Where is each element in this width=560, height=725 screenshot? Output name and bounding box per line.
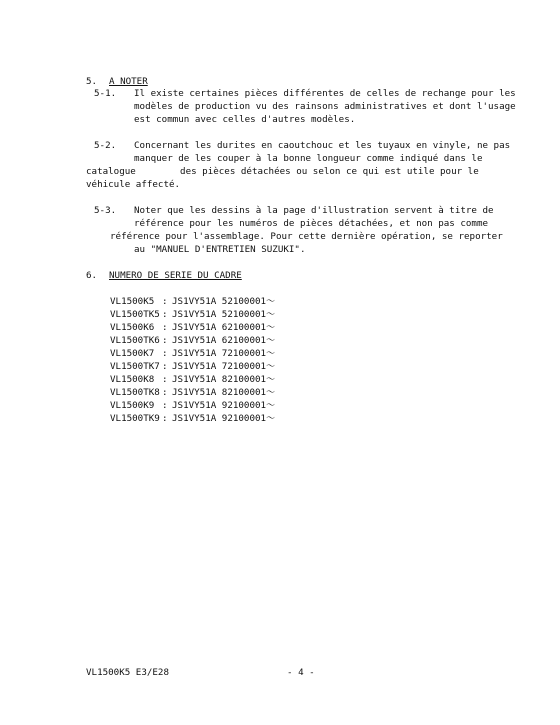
separator: : (162, 400, 168, 411)
serial-number: JS1VY51A 62100001～ (172, 335, 276, 346)
model-code: VL1500TK7 (110, 361, 160, 372)
serial-number: JS1VY51A 52100001～ (172, 296, 276, 307)
separator: : (162, 374, 168, 385)
separator: : (162, 348, 168, 359)
item-5-2-line-3: catalogue des pièces détachées ou selon ce qui est utile pour le (86, 166, 479, 177)
serial-number: JS1VY51A 82100001～ (172, 374, 276, 385)
item-5-3-line-4: au "MANUEL D'ENTRETIEN SUZUKI". (134, 244, 306, 255)
separator: : (162, 361, 168, 372)
item-5-1-number: 5-1. (94, 88, 117, 99)
model-code: VL1500TK9 (110, 413, 160, 424)
serial-number: JS1VY51A 82100001～ (172, 387, 276, 398)
item-5-2-line-2: manquer de les couper à la bonne longueur comme indiqué dans le (134, 153, 483, 164)
model-code: VL1500K7 (110, 348, 155, 359)
model-code: VL1500K9 (110, 400, 155, 411)
item-5-3-number: 5-3. (94, 205, 117, 216)
model-code: VL1500K5 (110, 296, 155, 307)
item-5-2-line-1: Concernant les durites en caoutchouc et les tuyaux en vinyle, ne pas (134, 140, 511, 151)
item-5-1-line-2: modèles de production vu des rainsons administratives et dont l'usage (134, 101, 516, 112)
item-5-1-line-1: Il existe certaines pièces différentes de celles de rechange pour les (134, 88, 516, 99)
serial-number: JS1VY51A 92100001～ (172, 400, 276, 411)
serial-number: JS1VY51A 52100001～ (172, 309, 276, 320)
model-code: VL1500TK5 (110, 309, 160, 320)
separator: : (162, 296, 168, 307)
serial-number: JS1VY51A 92100001～ (172, 413, 276, 424)
item-5-1-line-3: est commun avec celles d'autres modèles. (134, 114, 356, 125)
separator: : (162, 309, 168, 320)
serial-number: JS1VY51A 72100001～ (172, 348, 276, 359)
model-code: VL1500K6 (110, 322, 155, 333)
section-5-number: 5. (86, 76, 98, 87)
item-5-2-line-4: véhicule affecté. (86, 179, 181, 190)
item-5-3-line-2: référence pour les numéros de pièces détachées, et non pas comme (134, 218, 489, 229)
item-5-3-line-1: Noter que les dessins à la page d'illustration servent à titre de (134, 205, 494, 216)
model-code: VL1500TK8 (110, 387, 160, 398)
model-code: VL1500TK6 (110, 335, 160, 346)
section-5-heading: A NOTER (109, 76, 148, 87)
model-code: VL1500K8 (110, 374, 155, 385)
footer-doc-code: VL1500K5 E3/E28 (86, 667, 169, 678)
separator: : (162, 387, 168, 398)
item-5-2-number: 5-2. (94, 140, 117, 151)
serial-number: JS1VY51A 62100001～ (172, 322, 276, 333)
serial-number: JS1VY51A 72100001～ (172, 361, 276, 372)
separator: : (162, 413, 168, 424)
footer-page-number: - 4 - (287, 667, 315, 678)
section-6-heading: NUMERO DE SERIE DU CADRE (109, 270, 242, 281)
item-5-3-line-3: référence pour l'assemblage. Pour cette dernière opération, se reporter (110, 231, 503, 242)
section-6-number: 6. (86, 270, 98, 281)
separator: : (162, 335, 168, 346)
separator: : (162, 322, 168, 333)
